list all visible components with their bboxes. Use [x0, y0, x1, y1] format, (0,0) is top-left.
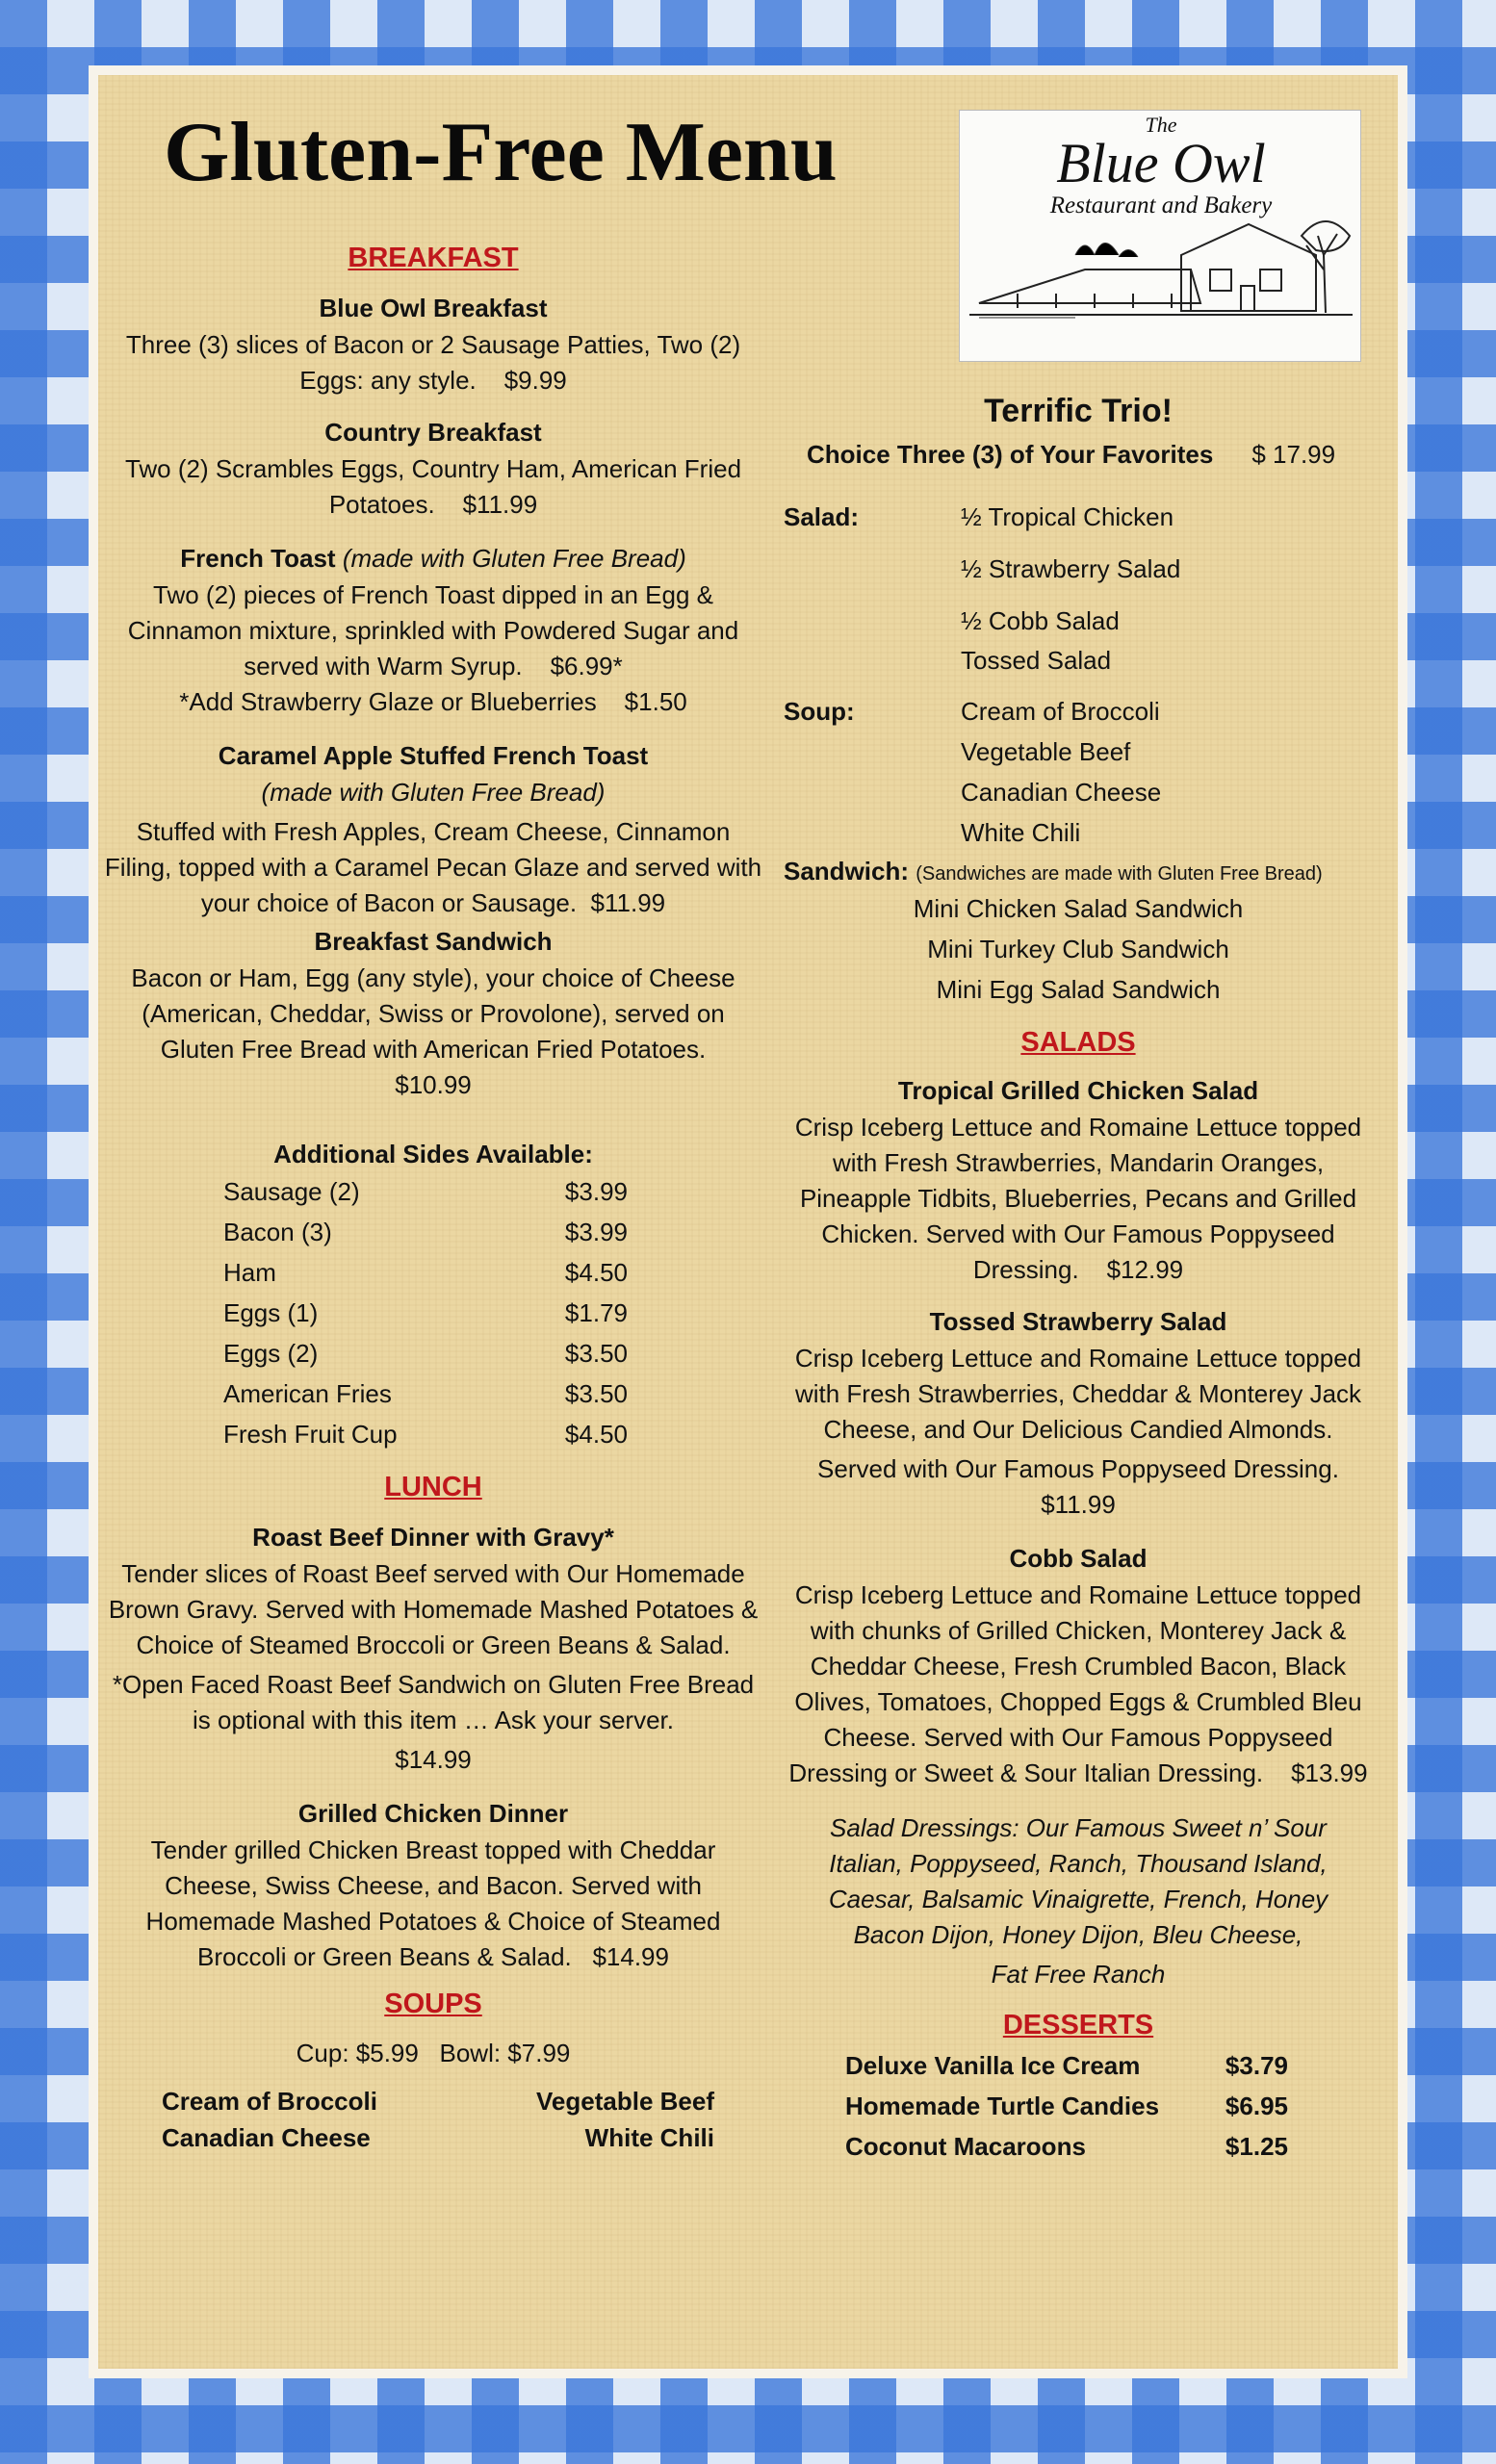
trio-salads: Salad: ½ Tropical Chicken ½ Strawberry Salad ½ Cobb Salad Tossed Salad: [784, 491, 1373, 680]
list-item: ½ Tropical Chicken: [961, 502, 1174, 531]
list-item: White Chili: [584, 2123, 714, 2152]
trio-header: Terrific Trio!: [984, 393, 1173, 429]
list-item: Fresh Fruit Cup $4.50: [223, 1420, 628, 1449]
list-item: ½ Strawberry Salad: [961, 554, 1181, 583]
item-desc: Two (2) pieces of French Toast dipped in an Egg & Cinnamon mixture, sprinkled with Powdered Sugar and served with Warm Syrup. $6.99*: [127, 580, 739, 680]
list-item: Tossed Salad: [961, 646, 1112, 675]
item-price: $9.99: [503, 366, 567, 395]
item-desc: Two (2) Scrambles Eggs, Country Ham, American Fried Potatoes. $11.99: [124, 454, 742, 519]
salad-dressings: Salad Dressings: Our Famous Sweet n’ Sour Italian, Poppyseed, Ranch, Thousand Island, Caesar, Balsamic Vinaigrette, French, Honey Bacon Dijon, Honey Dijon, Bleu Cheese,: [828, 1813, 1328, 1949]
list-item: Vegetable Beef: [961, 737, 1131, 766]
page-title: Gluten-Free Menu: [164, 106, 838, 199]
item-desc: Three (3) slices of Bacon or 2 Sausage Patties, Two (2) Eggs: any style. $9.99: [125, 330, 741, 395]
item-desc: Crisp Iceberg Lettuce and Romaine Lettuce topped with Fresh Strawberries, Mandarin Oranges, Pineapple Tidbits, Blueberries, Pecans and Grilled Chicken. Served with Our Famous Poppyseed Dressing. $12.99: [794, 1113, 1362, 1284]
logo-name: Blue Owl: [1056, 132, 1266, 194]
sides-header: Additional Sides Available:: [273, 1140, 593, 1168]
item-desc: Stuffed with Fresh Apples, Cream Cheese, Cinnamon Filing, topped with a Caramel Pecan Glaze and served with your choice of Bacon or Sausage. $11.99: [104, 817, 762, 917]
item-name: Breakfast Sandwich: [314, 927, 553, 956]
list-item: Deluxe Vanilla Ice Cream $3.79: [845, 2051, 1288, 2080]
item-note: (made with Gluten Free Bread): [261, 778, 606, 807]
breakfast-header: BREAKFAST: [348, 243, 519, 273]
list-item: American Fries $3.50: [223, 1379, 628, 1408]
list-item: Ham $4.50: [223, 1258, 628, 1287]
right-column: [784, 393, 1373, 2167]
item-desc: Crisp Iceberg Lettuce and Romaine Lettuce topped with Fresh Strawberries, Cheddar & Monterey Jack Cheese, and Our Delicious Candied Almonds.: [794, 1344, 1362, 1444]
item-note: (made with Gluten Free Bread): [342, 544, 686, 573]
item-price: $1.50: [624, 687, 687, 716]
item-note: *Open Faced Roast Beef Sandwich on Gluten Free Bread is optional with this item … Ask your server.: [112, 1670, 755, 1734]
trio-sandwich-note: (Sandwiches are made with Gluten Free Bread): [916, 863, 1323, 885]
left-column: [104, 243, 762, 2156]
list-item: Canadian Cheese: [961, 778, 1162, 807]
item-price: $12.99: [1106, 1255, 1184, 1284]
blue-owl-logo: [959, 110, 1361, 362]
list-item: Cream of Broccoli: [961, 697, 1160, 726]
item-name: French Toast (made with Gluten Free Bread): [180, 544, 686, 573]
list-item: ½ Cobb Salad: [961, 606, 1120, 635]
item-desc: Bacon or Ham, Egg (any style), your choice of Cheese (American, Cheddar, Swiss or Provolone), served on Gluten Free Bread with American Fried Potatoes.: [131, 963, 735, 1064]
item-price: $13.99: [1291, 1758, 1368, 1787]
trio-soups: Soup: Cream of Broccoli Vegetable Beef Canadian Cheese White Chili: [784, 691, 1373, 853]
item-name: Grilled Chicken Dinner: [297, 1799, 569, 1828]
trio-price: $ 17.99: [1251, 440, 1336, 469]
soup-prices: Cup: $5.99 Bowl: $7.99: [296, 2039, 571, 2067]
item-desc: Tender slices of Roast Beef served with Our Homemade Brown Gravy. Served with Homemade Mashed Potatoes & Choice of Steamed Broccoli or Green Beans & Salad.: [108, 1559, 759, 1659]
list-item: Eggs (2) $3.50: [223, 1339, 628, 1368]
item-price: $10.99: [395, 1070, 472, 1099]
item-name: Cobb Salad: [1009, 1544, 1148, 1573]
list-item: Mini Egg Salad Sandwich: [936, 975, 1221, 1004]
list-item: Mini Turkey Club Sandwich: [927, 935, 1229, 963]
restaurant-sketch-icon: [960, 111, 1361, 362]
list-item: White Chili: [961, 818, 1081, 847]
list-item: Cream of Broccoli: [162, 2087, 377, 2116]
sides-list: [223, 1171, 628, 1454]
item-price: $11.99: [462, 490, 538, 519]
item-extra: Served with Our Famous Poppyseed Dressing.: [817, 1454, 1339, 1483]
desserts-list: [845, 2045, 1288, 2167]
item-desc: Crisp Iceberg Lettuce and Romaine Lettuce topped with chunks of Grilled Chicken, Monterey Jack & Cheddar Cheese, Fresh Crumbled Bacon, Black Olives, Tomatoes, Chopped Eggs & Crumbled Bleu Cheese. Served with Our Famous Poppyseed Dressing or Sweet & Sour Italian Dressing. $13.99: [788, 1580, 1368, 1787]
logo-the: The: [1145, 113, 1177, 137]
soups-header: SOUPS: [384, 1989, 482, 2019]
list-item: Mini Chicken Salad Sandwich: [913, 894, 1244, 923]
trio-sandwiches: [784, 888, 1373, 1010]
list-item: Canadian Cheese: [162, 2123, 371, 2152]
item-name: Tossed Strawberry Salad: [929, 1307, 1227, 1336]
soups-list: [104, 2083, 762, 2156]
trio-sandwich-label: Sandwich: (Sandwiches are made with Gluten Free Bread): [784, 857, 1323, 886]
list-item: Homemade Turtle Candies $6.95: [845, 2092, 1288, 2120]
item-price: $11.99: [590, 888, 666, 917]
salad-dressings-last: Fat Free Ranch: [991, 1960, 1166, 1989]
item-price: $11.99: [1041, 1490, 1116, 1519]
list-item: Sausage (2) $3.99: [223, 1177, 628, 1206]
item-name: Tropical Grilled Chicken Salad: [897, 1076, 1259, 1105]
lunch-header: LUNCH: [384, 1472, 482, 1502]
item-name: Blue Owl Breakfast: [319, 294, 548, 322]
item-price: $14.99: [395, 1745, 472, 1774]
list-item: Coconut Macaroons $1.25: [845, 2132, 1288, 2161]
item-price: $14.99: [592, 1942, 669, 1971]
item-name: Roast Beef Dinner with Gravy*: [252, 1523, 614, 1552]
salads-header: SALADS: [1020, 1027, 1136, 1058]
list-item: Bacon (3) $3.99: [223, 1218, 628, 1246]
item-desc: Tender grilled Chicken Breast topped with Cheddar Cheese, Swiss Cheese, and Bacon. Served with Homemade Mashed Potatoes & Choice of Steamed Broccoli or Green Beans & Salad. $14.99: [145, 1835, 721, 1971]
item-name: Caramel Apple Stuffed French Toast: [218, 741, 649, 770]
logo-tagline: Restaurant and Bakery: [1049, 192, 1273, 218]
item-price: $6.99*: [550, 652, 623, 680]
item-addon: *Add Strawberry Glaze or Blueberries $1.50: [179, 687, 687, 716]
desserts-header: DESSERTS: [1002, 2010, 1154, 2040]
item-name: Country Breakfast: [324, 418, 542, 447]
list-item: Eggs (1) $1.79: [223, 1298, 628, 1327]
list-item: Vegetable Beef: [536, 2087, 714, 2116]
trio-choice: Choice Three (3) of Your Favorites $ 17.99: [807, 440, 1336, 469]
